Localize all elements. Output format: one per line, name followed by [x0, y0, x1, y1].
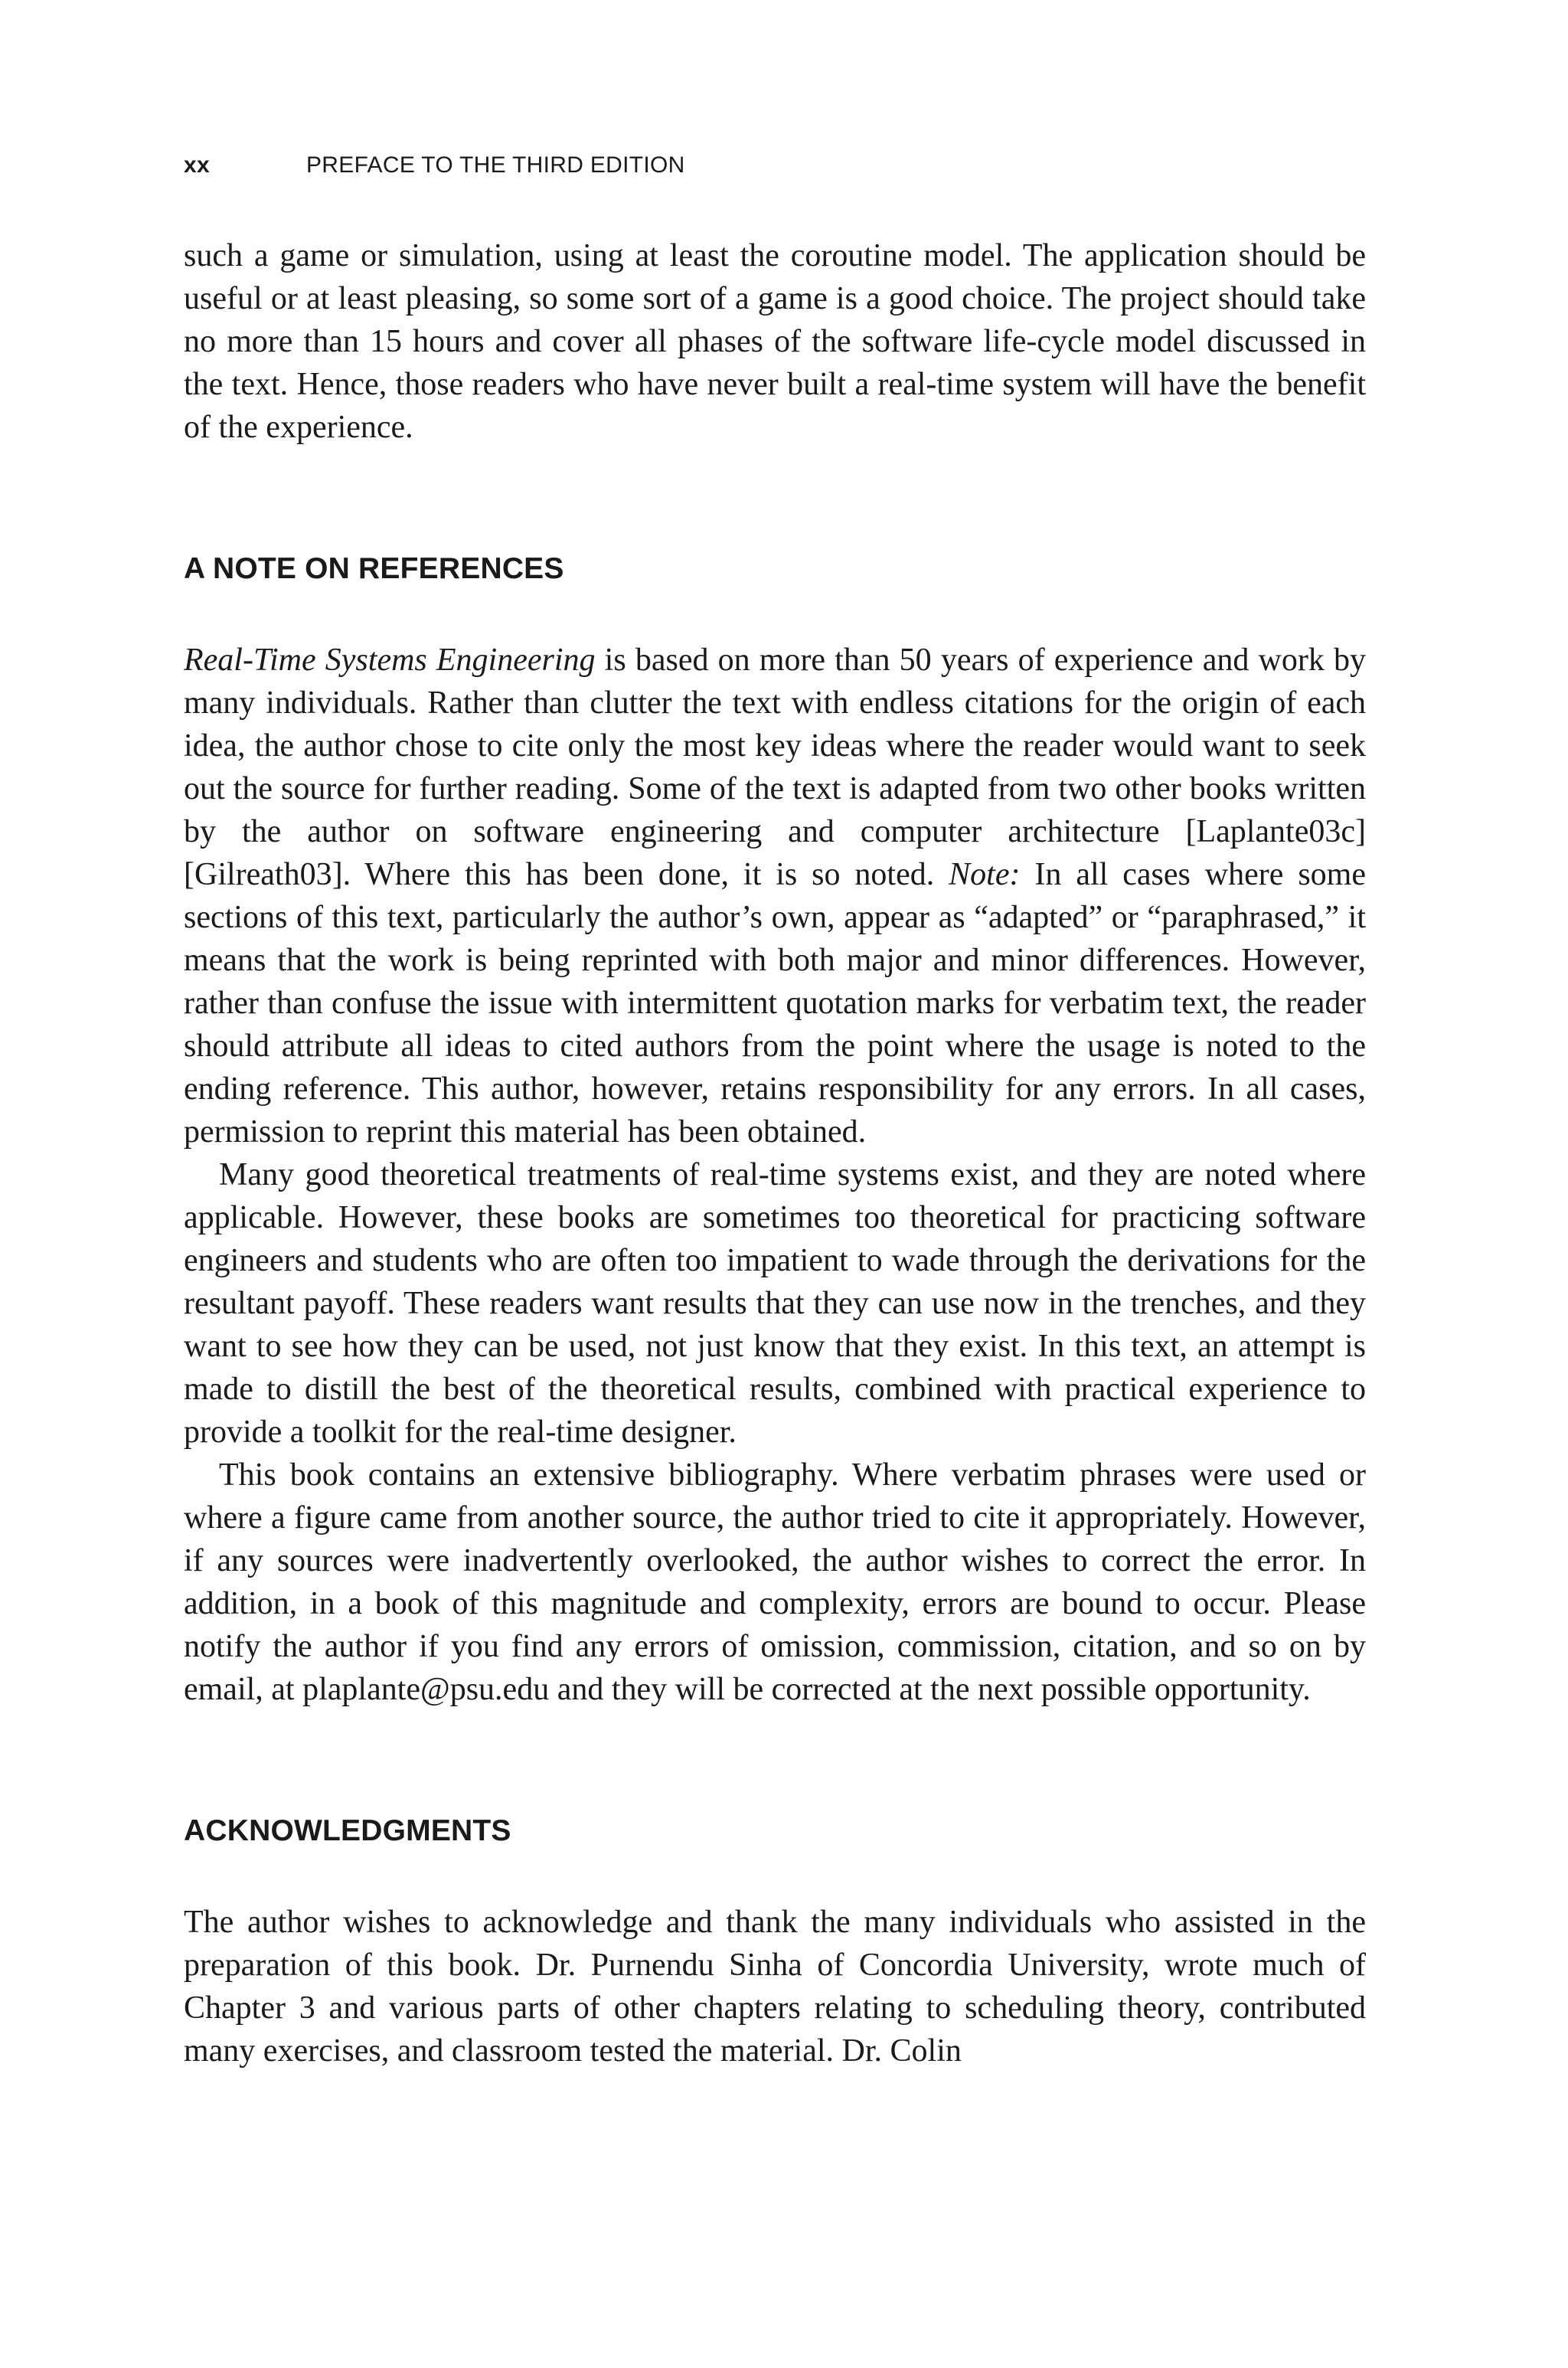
note-label: Note:	[949, 857, 1021, 892]
book-title: Real-Time Systems Engineering	[184, 643, 596, 678]
acknowledgments-paragraph-1: The author wishes to acknowledge and thank the many individuals who assisted in the preparation of this book. Dr. Purnendu Sinha of Concordia University, wrote much of Chapter 3 and various parts of other chapters relating to scheduling theory, contributed many exercises, and classroom tested the material. Dr. Colin	[184, 1905, 1366, 2069]
references-paragraph-3: This book contains an extensive bibliography. Where verbatim phrases were used or where a figure came from another source, the author tried to cite it appropriately. However, if any sources were inadvertently overlooked, the author wishes to correct the error. In addition, in a book of this magnitude and complexity, errors are bound to occur. Please notify the author if you find any errors of omission, commission, citation, and so on by email, at plaplante@psu.edu and they will be corrected at the next possible opportunity.	[184, 1457, 1366, 1707]
references-paragraph-2: Many good theoretical treatments of real-time systems exist, and they are noted where applicable. However, these books are sometimes too theoretical for practicing software engineers and students who are often too impatient to wade through the derivations for the resultant payoff. These readers want results that they can use now in the trenches, and they want to see how they can be used, not just know that they exist. In this text, an attempt is made to distill the best of the theoretical results, combined with practical experience to provide a toolkit for the real-time designer.	[184, 1157, 1366, 1450]
book-page	[184, 150, 1366, 2072]
section-heading-references: A NOTE ON REFERENCES	[184, 552, 564, 585]
page-number: xx	[184, 152, 210, 178]
intro-paragraph: such a game or simulation, using at least the coroutine model. The application should be useful or at least pleasing, so some sort of a game is a good choice. The project should take no more than 15 hours and cover all phases of the software life-cycle model discussed in the text. Hence, those readers who have never built a real-time system will have the benefit of the experience.	[184, 238, 1366, 445]
references-paragraph-1	[184, 639, 1366, 1153]
section-heading-acknowledgments: ACKNOWLEDGMENTS	[184, 1814, 511, 1847]
references-paragraph-1-part-2: In all cases where some sections of this text, particularly the author’s own, appear as “adapted” or “paraphrased,” it means that the work is being reprinted with both major and minor differences. However, rather than confuse the issue with intermittent quotation marks for verbatim text, the reader should attribute all ideas to cited authors from the point where the usage is noted to the ending reference. This author, however, retains responsibility for any errors. In all cases, permission to reprint this material has been obtained.	[184, 857, 1366, 1150]
running-head	[184, 150, 1366, 181]
running-head-title: PREFACE TO THE THIRD EDITION	[306, 152, 685, 178]
references-paragraph-1-part-1: is based on more than 50 years of experience and work by many individuals. Rather than clutter the text with endless citations for the origin of each idea, the author chose to cite only the most key ideas where the reader would want to seek out the source for further reading. Some of the text is adapted from two other books written by the author on software engineering and computer architecture [Laplante03c] [Gilreath03]. Where this has been done, it is so noted.	[184, 643, 1366, 892]
